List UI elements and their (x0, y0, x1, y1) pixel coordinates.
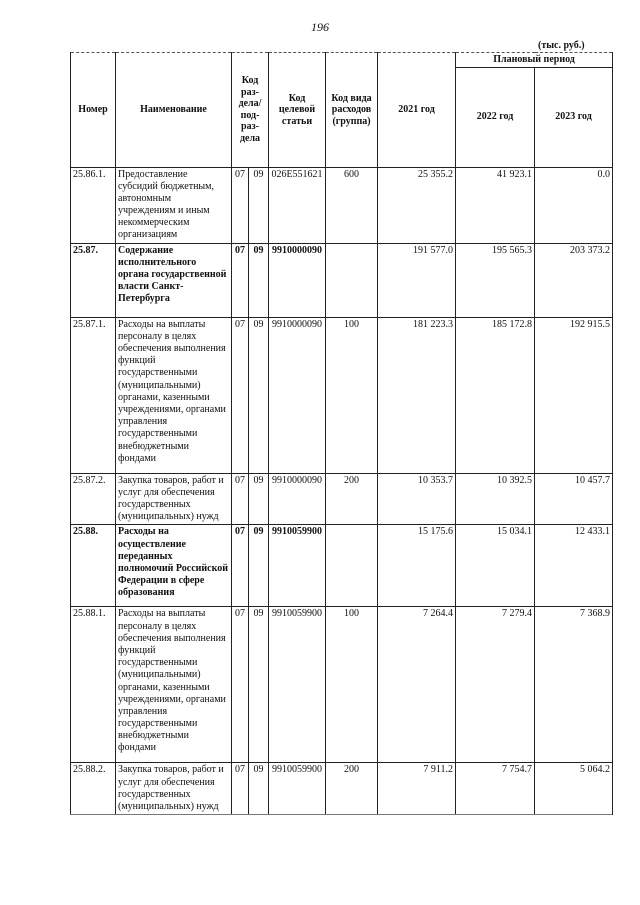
row-subsection-code: 09 (249, 243, 269, 317)
table-row (71, 607, 613, 763)
row-target-code: 9910059900 (269, 607, 326, 763)
row-section-code: 07 (232, 607, 249, 763)
row-target-code: 9910000090 (269, 473, 326, 525)
row-target-code: 9910059900 (269, 763, 326, 815)
row-number: 25.87.2. (71, 473, 116, 525)
row-expense-type (326, 525, 378, 607)
table-row (71, 317, 613, 473)
row-expense-type: 600 (326, 167, 378, 243)
row-subsection-code: 09 (249, 525, 269, 607)
col-header-target-code: Код целевой статьи (269, 53, 326, 168)
row-section-code: 07 (232, 317, 249, 473)
col-header-2021: 2021 год (378, 53, 456, 168)
row-subsection-code: 09 (249, 607, 269, 763)
row-expense-type (326, 243, 378, 317)
row-section-code: 07 (232, 763, 249, 815)
row-amount-2023: 0.0 (535, 167, 613, 243)
units-label: (тыс. руб.) (538, 40, 585, 51)
row-amount-2023: 5 064.2 (535, 763, 613, 815)
row-expense-type: 100 (326, 607, 378, 763)
row-target-code: 9910000090 (269, 317, 326, 473)
row-number: 25.87.1. (71, 317, 116, 473)
row-amount-2022: 15 034.1 (456, 525, 535, 607)
row-amount-2022: 185 172.8 (456, 317, 535, 473)
row-amount-2022: 7 279.4 (456, 607, 535, 763)
row-amount-2021: 15 175.6 (378, 525, 456, 607)
row-name: Содержание исполнительного органа государственной власти Санкт-Петербурга (116, 243, 232, 317)
row-subsection-code: 09 (249, 167, 269, 243)
row-amount-2023: 192 915.5 (535, 317, 613, 473)
row-amount-2021: 7 911.2 (378, 763, 456, 815)
row-amount-2021: 10 353.7 (378, 473, 456, 525)
table-row (71, 763, 613, 815)
row-name: Закупка товаров, работ и услуг для обеспечения государственных (муниципальных) нужд (116, 763, 232, 815)
table-header-row (71, 53, 613, 68)
row-number: 25.88.2. (71, 763, 116, 815)
table-row (71, 167, 613, 243)
row-expense-type: 100 (326, 317, 378, 473)
row-amount-2021: 181 223.3 (378, 317, 456, 473)
row-amount-2022: 10 392.5 (456, 473, 535, 525)
row-target-code: 9910059900 (269, 525, 326, 607)
row-section-code: 07 (232, 243, 249, 317)
col-header-name: Наименование (116, 53, 232, 168)
row-name: Предоставление субсидий бюджетным, автономным учреждениям и иным некоммерческим организациям (116, 167, 232, 243)
row-expense-type: 200 (326, 473, 378, 525)
row-number: 25.87. (71, 243, 116, 317)
col-header-2022: 2022 год (456, 67, 535, 167)
row-subsection-code: 09 (249, 763, 269, 815)
row-target-code: 026E551621 (269, 167, 326, 243)
row-amount-2021: 7 264.4 (378, 607, 456, 763)
row-amount-2023: 203 373.2 (535, 243, 613, 317)
table-row (71, 243, 613, 317)
row-number: 25.88. (71, 525, 116, 607)
col-header-expense-type: Код вида расходов (группа) (326, 53, 378, 168)
row-section-code: 07 (232, 525, 249, 607)
row-number: 25.88.1. (71, 607, 116, 763)
row-section-code: 07 (232, 473, 249, 525)
row-expense-type: 200 (326, 763, 378, 815)
col-header-planned-period: Плановый период (456, 53, 613, 68)
row-amount-2021: 191 577.0 (378, 243, 456, 317)
row-name: Закупка товаров, работ и услуг для обеспечения государственных (муниципальных) нужд (116, 473, 232, 525)
page-number: 196 (311, 20, 329, 34)
budget-table (70, 52, 613, 815)
table-row (71, 473, 613, 525)
col-header-number: Номер (71, 53, 116, 168)
row-name: Расходы на выплаты персоналу в целях обеспечения выполнения функций государственными (муниципальными) органами, казенными учреждениями, органами управления государственными внебюджетными фондами (116, 607, 232, 763)
table-continuation-line (70, 814, 612, 815)
row-subsection-code: 09 (249, 473, 269, 525)
row-subsection-code: 09 (249, 317, 269, 473)
row-section-code: 07 (232, 167, 249, 243)
row-amount-2021: 25 355.2 (378, 167, 456, 243)
table-row (71, 525, 613, 607)
col-header-section: Код раз-дела/ под-раз-дела (232, 53, 269, 168)
row-amount-2022: 195 565.3 (456, 243, 535, 317)
row-amount-2022: 7 754.7 (456, 763, 535, 815)
col-header-2023: 2023 год (535, 67, 613, 167)
table-body (71, 167, 613, 815)
row-amount-2022: 41 923.1 (456, 167, 535, 243)
row-amount-2023: 10 457.7 (535, 473, 613, 525)
row-amount-2023: 7 368.9 (535, 607, 613, 763)
row-name: Расходы на выплаты персоналу в целях обеспечения выполнения функций государственными (муниципальными) органами, казенными учреждениями, органами управления государственными внебюджетными фондами (116, 317, 232, 473)
row-number: 25.86.1. (71, 167, 116, 243)
row-amount-2023: 12 433.1 (535, 525, 613, 607)
row-target-code: 9910000090 (269, 243, 326, 317)
row-name: Расходы на осуществление переданных полномочий Российской Федерации в сфере образования (116, 525, 232, 607)
